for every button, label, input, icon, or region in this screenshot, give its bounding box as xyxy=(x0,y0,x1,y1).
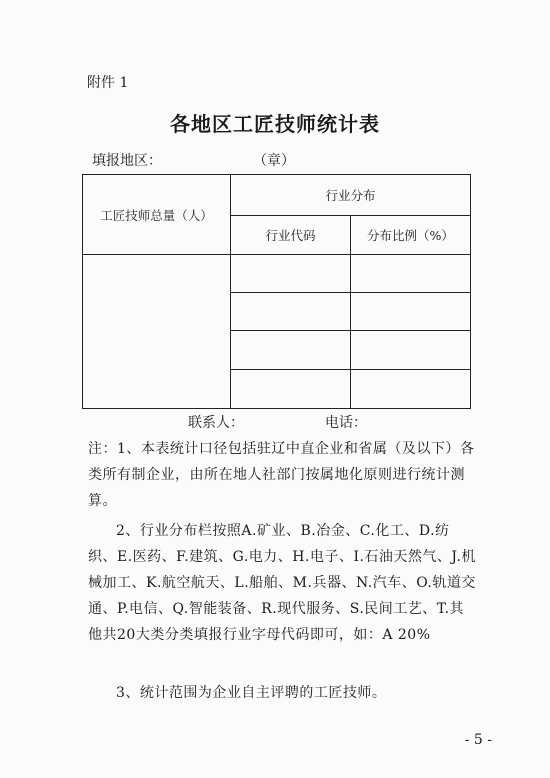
header-total: 工匠技师总量（人） xyxy=(83,175,231,255)
header-code: 行业代码 xyxy=(231,216,351,255)
total-cell[interactable] xyxy=(83,255,231,409)
ratio-cell[interactable] xyxy=(351,331,471,370)
note-1: 注：1、本表统计口径包括驻辽中直企业和省属（及以下）各类所有制企业，由所在地人社部门按属地化原则进行统计测算。 xyxy=(88,441,475,509)
ratio-cell[interactable] xyxy=(351,370,471,409)
statistics-table xyxy=(82,174,471,409)
header-ratio: 分布比例（%） xyxy=(351,216,471,255)
note-2: 2、行业分布栏按照A.矿业、B.冶金、C.化工、D.纺织、E.医药、F.建筑、G.电力、H.电子、I.石油天然气、J.机械加工、K.航空航天、L.船舶、M.兵器、N.汽车、O.轨道交通、P.电信、Q.智能装备、R.现代服务、S.民间工艺、T.其他共20大类分类填报行业字母代码即可，如：A 20% xyxy=(88,523,476,643)
note-3: 3、统计范围为企业自主评聘的工匠技师。 xyxy=(116,685,387,701)
attachment-label: 附件 1 xyxy=(87,75,129,91)
ratio-cell[interactable] xyxy=(351,293,471,331)
header-industry: 行业分布 xyxy=(231,175,471,216)
page-title: 各地区工匠技师统计表 xyxy=(170,112,380,136)
code-cell[interactable] xyxy=(231,255,351,293)
contact-label: 联系人： xyxy=(188,415,244,431)
seal-label: （章） xyxy=(253,153,295,169)
ratio-cell[interactable] xyxy=(351,255,471,293)
fill-region-label: 填报地区： xyxy=(92,153,162,169)
code-cell[interactable] xyxy=(231,293,351,331)
code-cell[interactable] xyxy=(231,370,351,409)
phone-label: 电话： xyxy=(325,415,367,431)
code-cell[interactable] xyxy=(231,331,351,370)
page-number: - 5 - xyxy=(464,732,492,748)
